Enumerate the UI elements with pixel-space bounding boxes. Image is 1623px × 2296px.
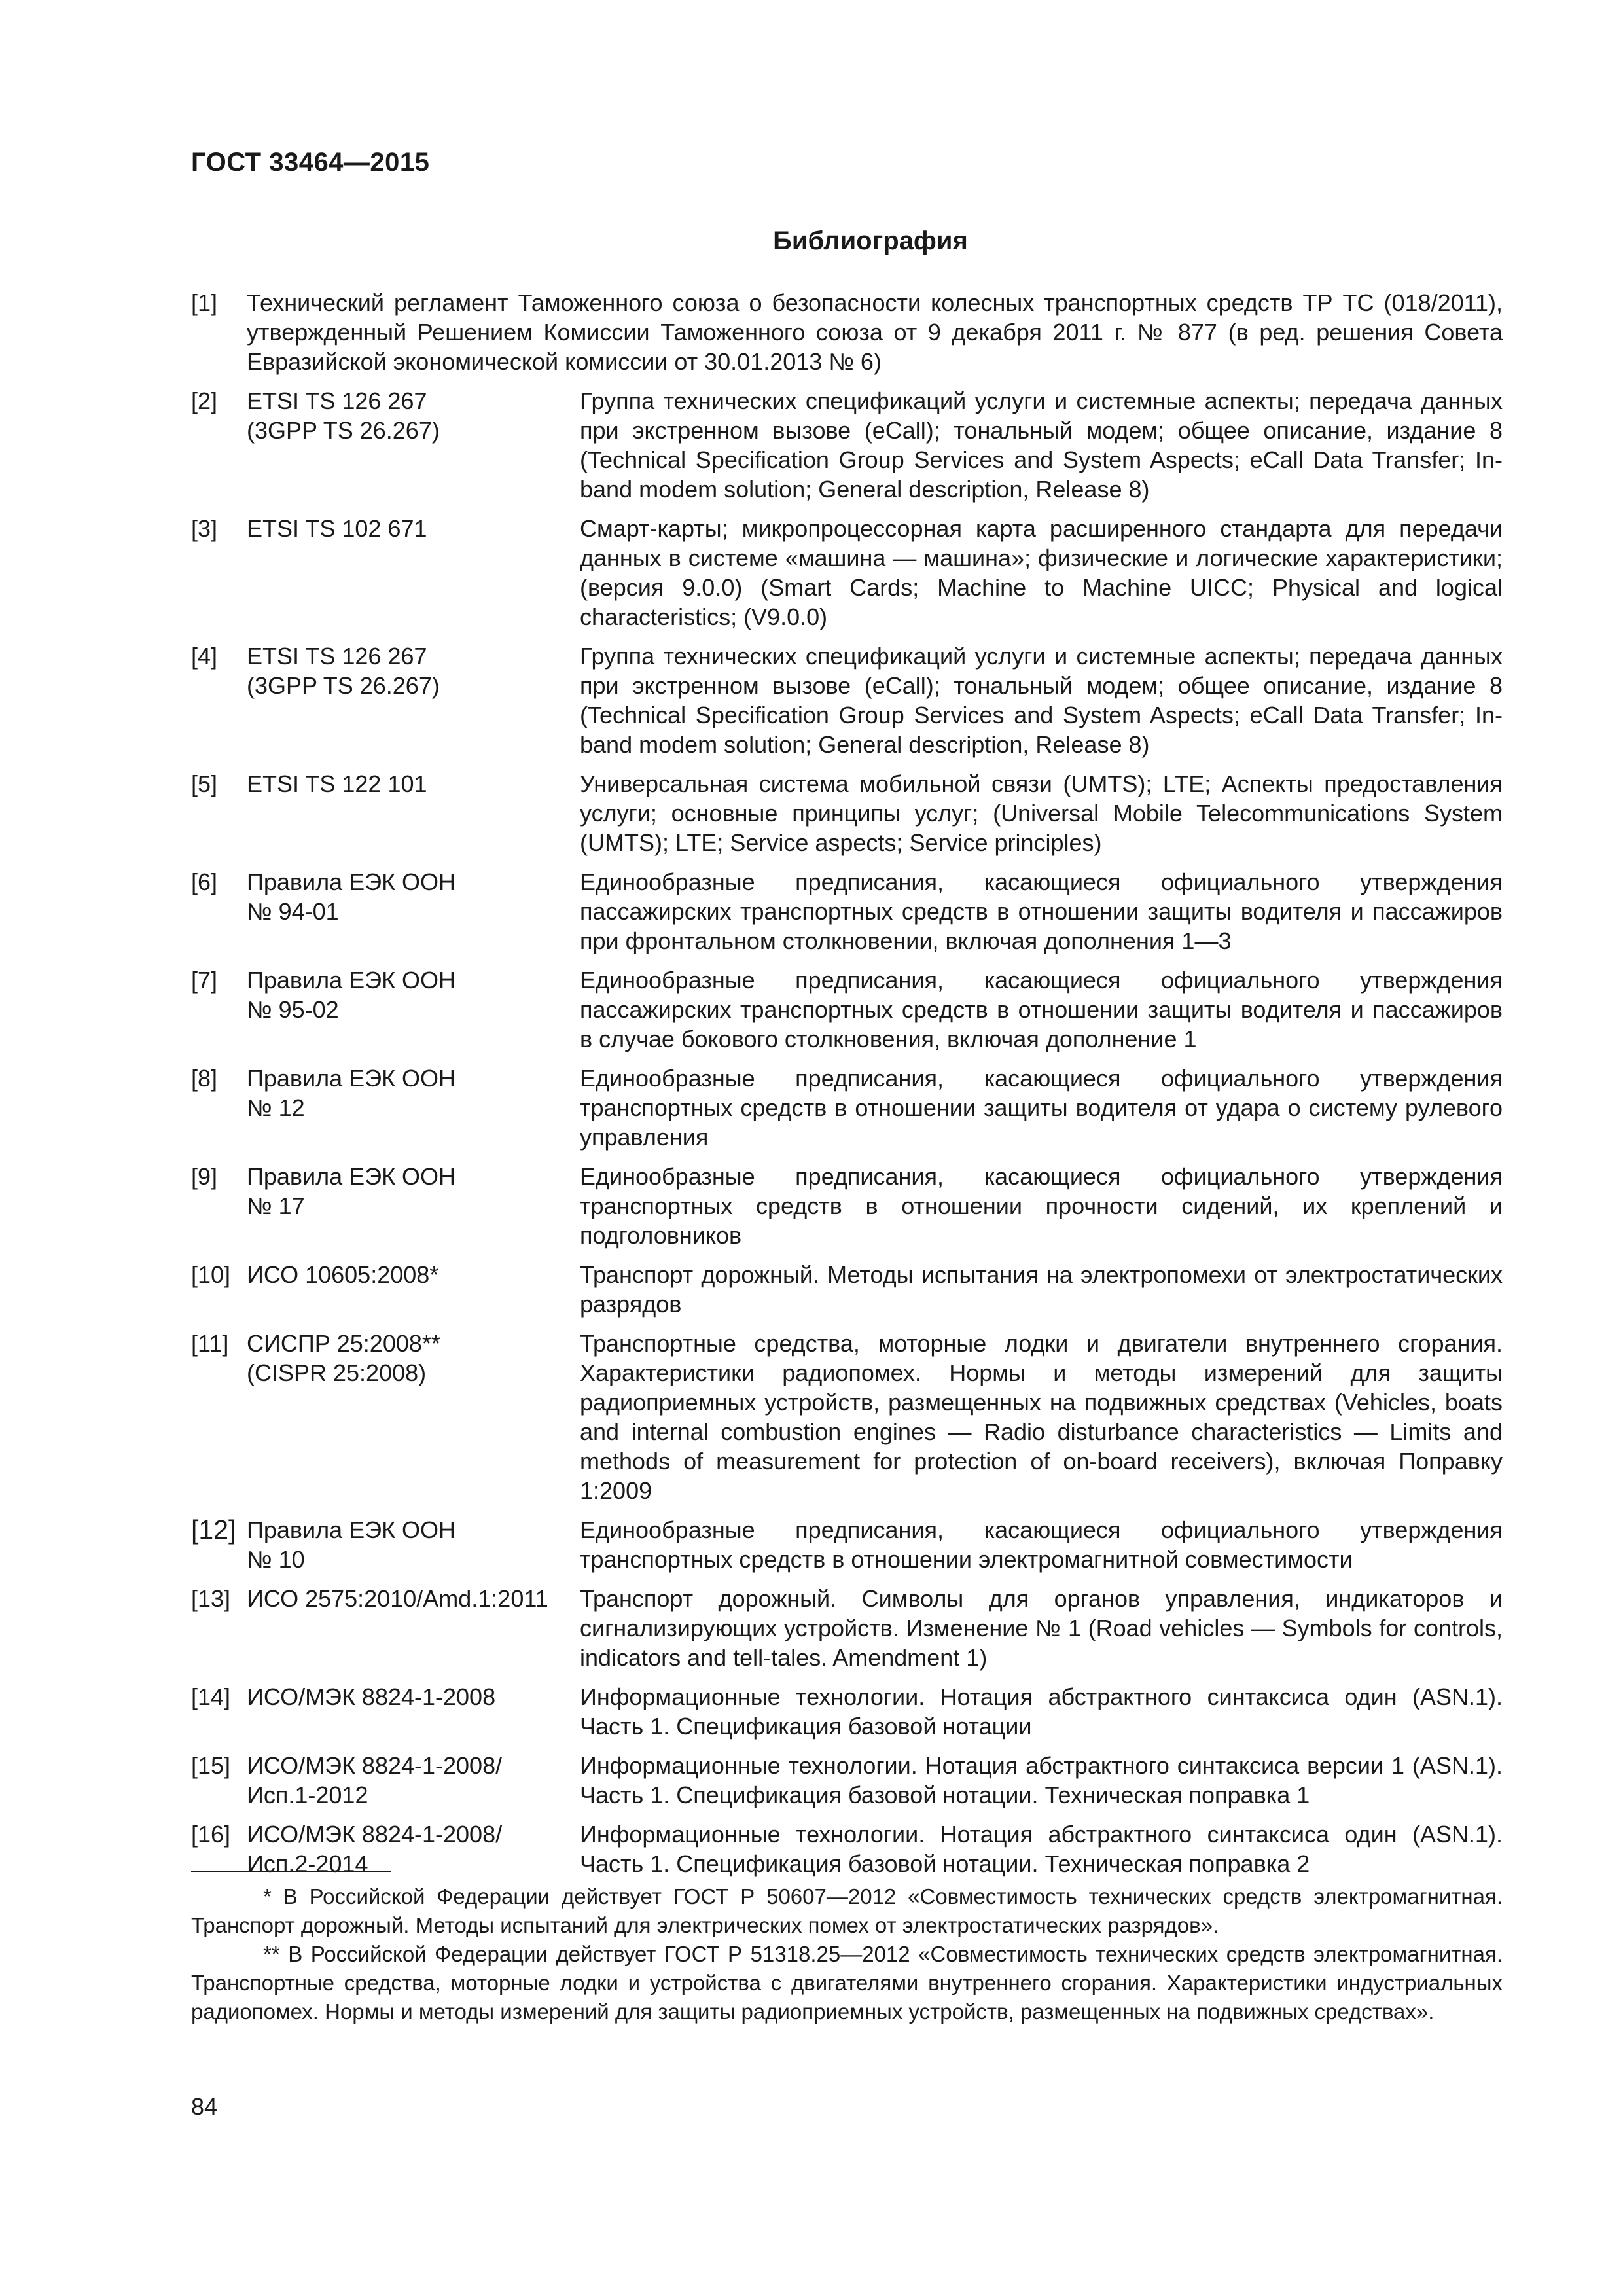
entry-description: Единообразные предписания, касающиеся официального утверждения транспортных средств в отношении электромагнитной совместимости bbox=[580, 1516, 1503, 1573]
entry-description: Информационные технологии. Нотация абстрактного синтаксиса один (ASN.1). Часть 1. Спецификация базовой нотации bbox=[580, 1683, 1503, 1740]
entry-description: Единообразные предписания, касающиеся официального утверждения транспортных средств в отношении прочности сидений, их креплений и подголовников bbox=[580, 1163, 1503, 1249]
bibliography-entry bbox=[191, 386, 1503, 504]
entry-reference: ИСО 10605:2008* bbox=[247, 1261, 439, 1288]
page-number: 84 bbox=[191, 2093, 218, 2120]
entry-number: [1] bbox=[191, 289, 218, 316]
entry-number: [15] bbox=[191, 1752, 231, 1779]
entry-description: Группа технических спецификаций услуги и системные аспекты; передача данных при экстренном вызове (eCall); тональный модем; общее описание, издание 8 (Technical Specification Group Services and System Aspects; eCall Data Transfer; In-band modem solution; General description, Release 8) bbox=[580, 643, 1503, 758]
entry-number: [4] bbox=[191, 643, 218, 670]
entry-reference: ИСО/МЭК 8824-1-2008 bbox=[247, 1683, 496, 1710]
entry-number: [13] bbox=[191, 1585, 231, 1612]
entry-description: Транспорт дорожный. Символы для органов управления, индикаторов и сигнализирующих устройств. Изменение № 1 (Road vehicles — Symbols for controls, indicators and tell-tales. Amendment 1) bbox=[580, 1585, 1503, 1671]
entry-description: Транспорт дорожный. Методы испытания на электропомехи от электростатических разрядов bbox=[580, 1261, 1503, 1318]
entry-reference: ETSI TS 126 267 (3GPP TS 26.267) bbox=[247, 643, 440, 699]
entry-reference: ETSI TS 122 101 bbox=[247, 770, 427, 797]
entry-reference: СИСПР 25:2008** (CISPR 25:2008) bbox=[247, 1330, 440, 1386]
bibliography-entry bbox=[191, 1515, 1503, 1574]
entry-number: [3] bbox=[191, 515, 218, 542]
entry-number: [7] bbox=[191, 967, 218, 994]
page-title: Библиография bbox=[773, 226, 968, 255]
bibliography-entry bbox=[191, 288, 1503, 376]
entry-number: [10] bbox=[191, 1261, 231, 1288]
entry-description: Информационные технологии. Нотация абстрактного синтаксиса один (ASN.1). Часть 1. Спецификация базовой нотации. Техническая поправка 2 bbox=[580, 1821, 1503, 1877]
entry-description: Единообразные предписания, касающиеся официального утверждения транспортных средств в отношении защиты водителя от удара о систему рулевого управления bbox=[580, 1065, 1503, 1151]
bibliography-entry bbox=[191, 1064, 1503, 1152]
bibliography-entry bbox=[191, 1162, 1503, 1250]
entry-reference: ИСО/МЭК 8824-1-2008/ Исп.1-2012 bbox=[247, 1752, 503, 1808]
bibliography-entry bbox=[191, 641, 1503, 759]
entry-description: Смарт-карты; микропроцессорная карта расширенного стандарта для передачи данных в системе «машина — машина»; физические и логические характеристики; (версия 9.0.0) (Smart Cards; Machine to Machine UICC; Physical and logical characteristics; (V9.0.0) bbox=[580, 515, 1503, 630]
bibliography-entry bbox=[191, 1584, 1503, 1672]
entry-number: [12] bbox=[191, 1515, 236, 1545]
bibliography-entry bbox=[191, 514, 1503, 632]
entry-reference: Правила ЕЭК ООН № 12 bbox=[247, 1065, 456, 1121]
bibliography-entry bbox=[191, 1682, 1503, 1741]
bibliography-entry bbox=[191, 1329, 1503, 1505]
entry-reference: ИСО/МЭК 8824-1-2008/ Исп.2-2014 bbox=[247, 1821, 503, 1877]
entry-reference: ETSI TS 126 267 (3GPP TS 26.267) bbox=[247, 387, 440, 444]
entry-description: Универсальная система мобильной связи (UMTS); LTE; Аспекты предоставления услуги; основные принципы услуг; (Universal Mobile Telecommunications System (UMTS); LTE; Service aspects; Service principles) bbox=[580, 770, 1503, 856]
entry-number: [9] bbox=[191, 1163, 218, 1190]
entry-description: Транспортные средства, моторные лодки и двигатели внутреннего сгорания. Характеристики радиопомех. Нормы и методы измерений для защиты радиоприемных устройств, размещенных на подвижных средствах (Vehicles, boats and internal combustion engines — Radio disturbance characteristics — Limits and methods of measurement for protection of on-board receivers), включая Поправку 1:2009 bbox=[580, 1330, 1503, 1504]
document-header: ГОСТ 33464—2015 bbox=[191, 148, 430, 177]
entry-number: [6] bbox=[191, 869, 218, 895]
footnote: * В Российской Федерации действует ГОСТ Р 50607—2012 «Совместимость технических средств электромагнитная. Транспорт дорожный. Методы испытаний для электрических помех от электростатических разрядов». bbox=[191, 1884, 1503, 1937]
entry-number: [5] bbox=[191, 770, 218, 797]
footnotes bbox=[191, 1882, 1503, 2026]
bibliography-entry bbox=[191, 965, 1503, 1054]
entry-number: [2] bbox=[191, 387, 218, 414]
entry-description: Группа технических спецификаций услуги и системные аспекты; передача данных при экстренном вызове (eCall); тональный модем; общее описание, издание 8 (Technical Specification Group Services and System Aspects; eCall Data Transfer; In-band modem solution; General description, Release 8) bbox=[580, 387, 1503, 503]
bibliography-entry bbox=[191, 769, 1503, 857]
entry-reference: ETSI TS 102 671 bbox=[247, 515, 427, 542]
entry-description: Единообразные предписания, касающиеся официального утверждения пассажирских транспортных средств в отношении защиты водителя и пассажиров в случае бокового столкновения, включая дополнение 1 bbox=[580, 967, 1503, 1052]
entry-description: Технический регламент Таможенного союза о безопасности колесных транспортных средств ТР ТС (018/2011), утвержденный Решением Комиссии Таможенного союза от 9 декабря 2011 г. № 877 (в ред. решения Совета Евразийской экономической комиссии от 30.01.2013 № 6) bbox=[247, 289, 1503, 375]
entry-reference: Правила ЕЭК ООН № 10 bbox=[247, 1516, 456, 1573]
entry-description: Информационные технологии. Нотация абстрактного синтаксиса версии 1 (ASN.1). Часть 1. Спецификация базовой нотации. Техническая поправка 1 bbox=[580, 1752, 1503, 1808]
footnote-separator bbox=[191, 1871, 391, 1872]
entry-reference: Правила ЕЭК ООН № 94-01 bbox=[247, 869, 456, 925]
entry-description: Единообразные предписания, касающиеся официального утверждения пассажирских транспортных средств в отношении защиты водителя и пассажиров при фронтальном столкновении, включая дополнения 1—3 bbox=[580, 869, 1503, 954]
bibliography-entry bbox=[191, 1820, 1503, 1878]
entry-number: [14] bbox=[191, 1683, 231, 1710]
entry-reference: ИСО 2575:2010/Amd.1:2011 bbox=[247, 1585, 548, 1612]
bibliography-entry bbox=[191, 867, 1503, 956]
entry-number: [16] bbox=[191, 1821, 231, 1848]
entry-reference: Правила ЕЭК ООН № 17 bbox=[247, 1163, 456, 1219]
bibliography-entry bbox=[191, 1260, 1503, 1319]
bibliography-list bbox=[191, 288, 1503, 1888]
entry-number: [8] bbox=[191, 1065, 218, 1092]
footnote: ** В Российской Федерации действует ГОСТ Р 51318.25—2012 «Совместимость технических средств электромагнитная. Транспортные средства, моторные лодки и устройства с двигателями внутреннего сгорания. Характеристики индустриальных радиопомех. Нормы и методы измерений для защиты радиоприемных устройств, размещенных на подвижных средствах». bbox=[191, 1942, 1503, 2024]
bibliography-entry bbox=[191, 1751, 1503, 1810]
entry-reference: Правила ЕЭК ООН № 95-02 bbox=[247, 967, 456, 1023]
entry-number: [11] bbox=[191, 1330, 229, 1357]
